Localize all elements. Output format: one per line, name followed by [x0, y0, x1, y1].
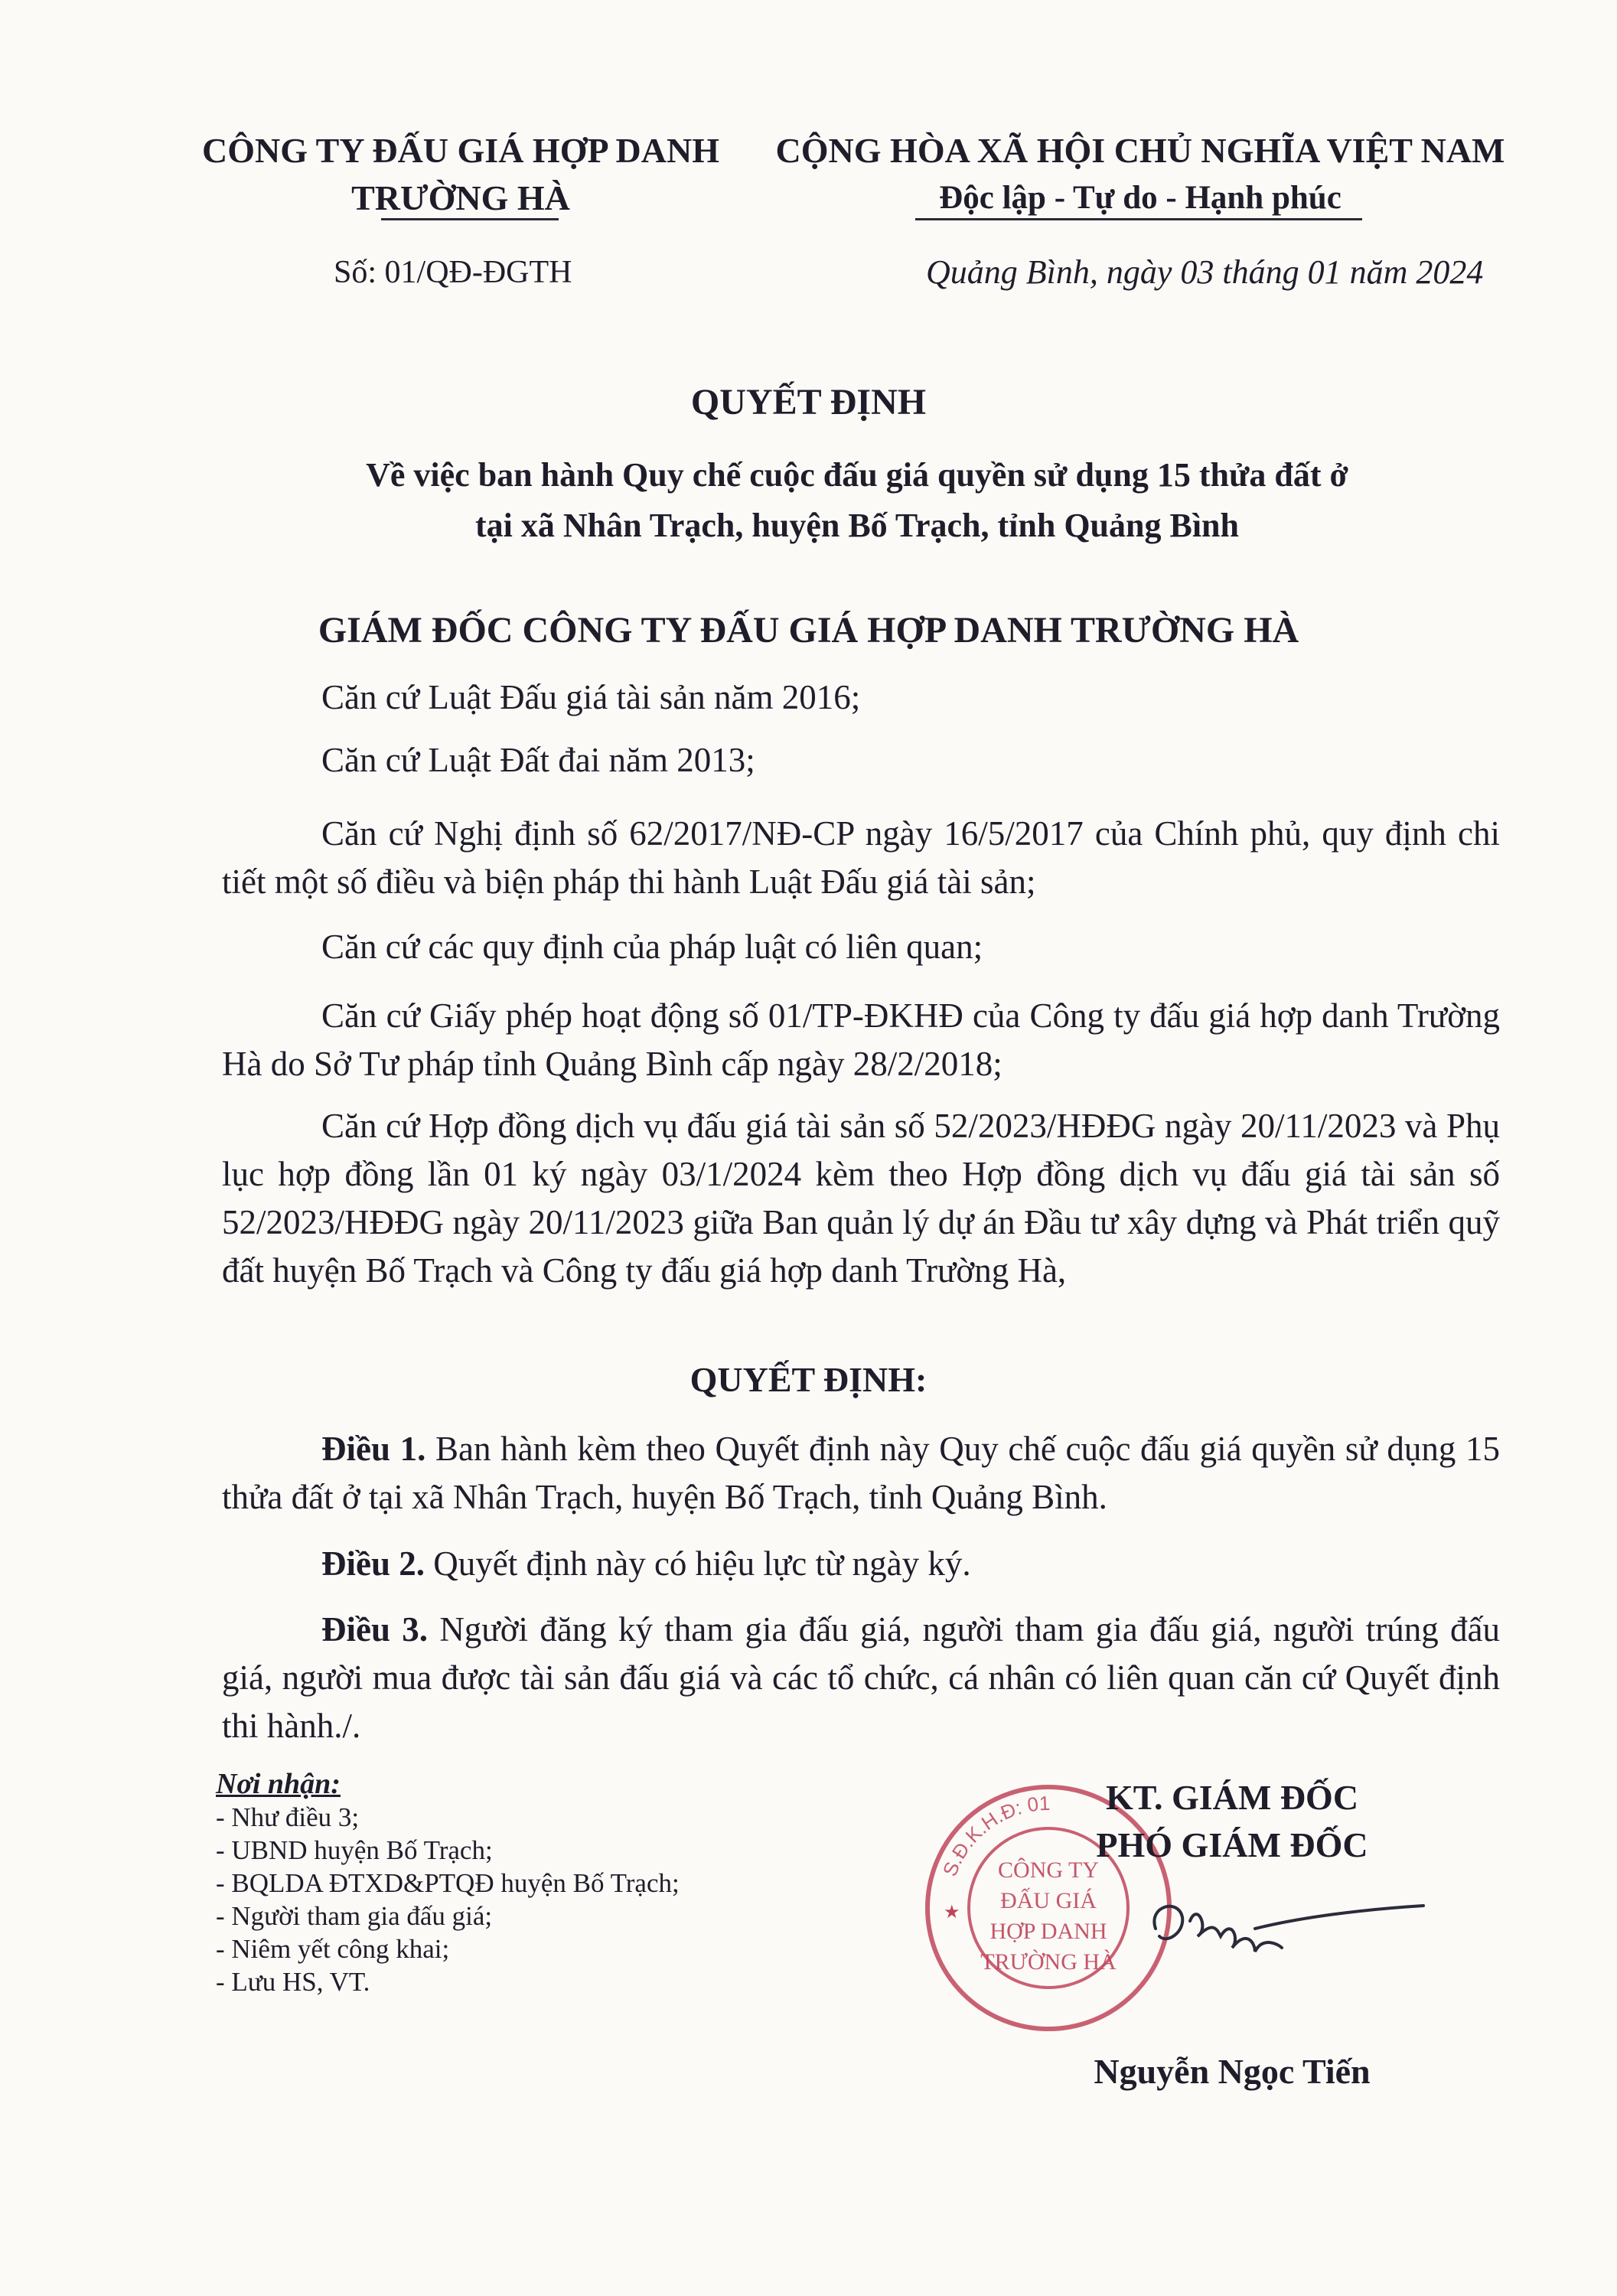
legal-basis-5	[222, 992, 1500, 1088]
signature-authority: KT. GIÁM ĐỐC	[1105, 1778, 1359, 1817]
signature-block	[1018, 1774, 1446, 1869]
article-label: Điều 3.	[321, 1610, 429, 1649]
recipient-item: - Người tham gia đấu giá;	[216, 1901, 493, 1931]
legal-basis-text: Căn cứ các quy định của pháp luật có liên quan;	[321, 928, 983, 966]
national-title: CỘNG HÒA XÃ HỘI CHỦ NGHĨA VIỆT NAM	[775, 131, 1505, 170]
legal-basis-4	[222, 923, 1500, 971]
subtitle-line-2: tại xã Nhân Trạch, huyện Bố Trạch, tỉnh Quảng Bình	[474, 507, 1239, 544]
national-header	[765, 127, 1515, 222]
organization-name	[178, 127, 744, 222]
article-2	[222, 1540, 1500, 1588]
document-title: QUYẾT ĐỊNH	[690, 382, 927, 422]
legal-basis-6	[222, 1102, 1500, 1295]
motto-underline	[915, 218, 1362, 220]
handwritten-signature	[1125, 1875, 1431, 1967]
subtitle-line-1: Về việc ban hành Quy chế cuộc đấu giá quyền sử dụng 15 thửa đất ở	[366, 456, 1348, 494]
document-subtitle	[291, 450, 1423, 551]
article-text: Quyết định này có hiệu lực từ ngày ký.	[433, 1544, 971, 1583]
legal-basis-2	[222, 736, 1500, 784]
recipient-item: - Lưu HS, VT.	[216, 1967, 370, 1997]
article-1	[222, 1425, 1500, 1521]
recipient-item: - Niêm yết công khai;	[216, 1934, 450, 1964]
legal-basis-text: Căn cứ Luật Đất đai năm 2013;	[321, 741, 755, 779]
document-number: Số: 01/QĐ-ĐGTH	[334, 255, 572, 290]
legal-basis-text: Căn cứ Luật Đấu giá tài sản năm 2016;	[321, 678, 861, 716]
stamp-star-icon: ★	[944, 1903, 960, 1923]
stamp-ring-text: S.Đ.K.H.Đ: 01	[937, 1791, 1051, 1880]
article-text: Người đăng ký tham gia đấu giá, người tham gia đấu giá, người trúng đấu giá, người mua được tài sản đấu giá và các tổ chức, cá nhân có liên quan căn cứ Quyết định thi hành./.	[222, 1610, 1500, 1745]
article-3	[222, 1606, 1500, 1750]
director-heading: GIÁM ĐỐC CÔNG TY ĐẤU GIÁ HỢP DANH TRƯỜNG HÀ	[318, 610, 1299, 651]
stamp-line-1: CÔNG TY	[998, 1857, 1099, 1883]
organization-underline	[381, 218, 559, 220]
recipient-item: - BQLDA ĐTXD&PTQĐ huyện Bố Trạch;	[216, 1868, 680, 1898]
legal-basis-1	[222, 673, 1500, 722]
legal-basis-text: Căn cứ Nghị định số 62/2017/NĐ-CP ngày 16/5/2017 của Chính phủ, quy định chi tiết một số điều và biện pháp thi hành Luật Đấu giá tài sản;	[222, 814, 1500, 901]
recipients-title: Nơi nhận:	[216, 1768, 341, 1800]
recipient-item: - Như điều 3;	[216, 1802, 360, 1832]
recipients-list	[216, 1768, 680, 1998]
national-motto: Độc lập - Tự do - Hạnh phúc	[939, 180, 1342, 216]
stamp-line-3: HỢP DANH	[989, 1919, 1107, 1944]
legal-basis-text: Căn cứ Giấy phép hoạt động số 01/TP-ĐKHĐ của Công ty đấu giá hợp danh Trường Hà do Sở Tư pháp tỉnh Quảng Bình cấp ngày 28/2/2018;	[222, 996, 1500, 1083]
organization-line-1: CÔNG TY ĐẤU GIÁ HỢP DANH	[202, 131, 719, 170]
decision-heading: QUYẾT ĐỊNH:	[690, 1360, 927, 1399]
article-label: Điều 1.	[321, 1430, 426, 1468]
stamp-line-4: TRƯỜNG HÀ	[980, 1949, 1117, 1975]
signer-name: Nguyễn Ngọc Tiến	[1094, 2052, 1371, 2091]
article-label: Điều 2.	[321, 1544, 425, 1583]
place-and-date: Quảng Bình, ngày 03 tháng 01 năm 2024	[926, 253, 1484, 291]
article-text: Ban hành kèm theo Quyết định này Quy chế cuộc đấu giá quyền sử dụng 15 thửa đất ở tại xã Nhân Trạch, huyện Bố Trạch, tỉnh Quảng Bình.	[222, 1430, 1501, 1516]
signature-title: PHÓ GIÁM ĐỐC	[1096, 1825, 1368, 1864]
recipient-item: - UBND huyện Bố Trạch;	[216, 1835, 493, 1865]
organization-line-2: TRƯỜNG HÀ	[351, 178, 570, 217]
legal-basis-text: Căn cứ Hợp đồng dịch vụ đấu giá tài sản số 52/2023/HĐĐG ngày 20/11/2023 và Phụ lục hợp đồng lần 01 ký ngày 03/1/2024 kèm theo Hợp đồng dịch vụ đấu giá tài sản số 52/2023/HĐĐG ngày 20/11/2023 giữa Ban quản lý dự án Đầu tư xây dựng và Phát triển quỹ đất huyện Bố Trạch và Công ty đấu giá hợp danh Trường Hà,	[222, 1107, 1500, 1290]
legal-basis-3	[222, 810, 1500, 906]
stamp-line-2: ĐẤU GIÁ	[1000, 1888, 1097, 1913]
